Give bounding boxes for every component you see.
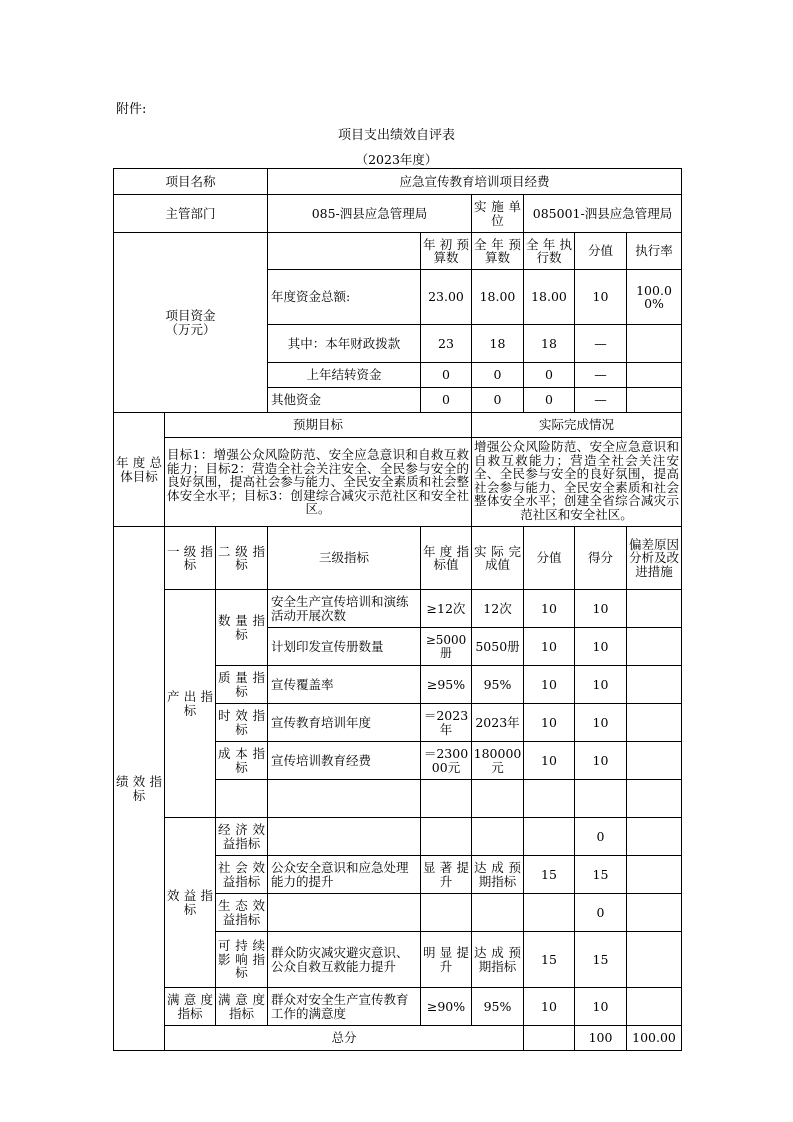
funds-header: 分值: [575, 233, 627, 270]
perf-level3: 群众对安全生产宣传教育工作的满意度: [268, 988, 421, 1026]
goals-actual-header: 实际完成情况: [472, 413, 682, 438]
perf-header-actual: 实际完成值: [472, 527, 524, 590]
perf-score-value: 10: [524, 704, 575, 742]
perf-level2: 满意度指标: [216, 988, 268, 1026]
goals-section-label: 年度总体目标: [114, 413, 165, 527]
perf-target: [421, 818, 472, 856]
perf-level2: [216, 780, 268, 818]
perf-actual: 95%: [472, 666, 524, 704]
funds-header: 全年预算数: [472, 233, 524, 270]
funds-annual: 0: [472, 363, 524, 388]
funds-annual: 18: [472, 325, 524, 363]
project-name-value: 应急宣传教育培训项目经费: [268, 169, 682, 195]
funds-row-label: 其中：本年财政拨款: [268, 325, 421, 363]
funds-header: 年初预算数: [421, 233, 472, 270]
dept-value: 085-泗县应急管理局: [268, 195, 472, 233]
perf-level3: 宣传培训教育经费: [268, 742, 421, 780]
total-blank: [524, 1026, 575, 1051]
perf-header-score: 得分: [575, 527, 627, 590]
perf-level3: 安全生产宣传培训和演练活动开展次数: [268, 590, 421, 628]
dept-label: 主管部门: [114, 195, 268, 233]
funds-score-value: —: [575, 325, 627, 363]
perf-score-value: 10: [524, 988, 575, 1026]
funds-rate: [627, 388, 682, 413]
funds-row-label: 上年结转资金: [268, 363, 421, 388]
perf-level3: [268, 818, 421, 856]
perf-score: 15: [575, 932, 627, 988]
perf-level2: 可持续影响指标: [216, 932, 268, 988]
perf-level3: 宣传教育培训年度: [268, 704, 421, 742]
perf-target: ≥90%: [421, 988, 472, 1026]
funds-header-blank: [268, 233, 421, 270]
funds-score-value: —: [575, 388, 627, 413]
funds-executed: 0: [524, 388, 575, 413]
perf-score: 10: [575, 742, 627, 780]
perf-score-value: 10: [524, 666, 575, 704]
perf-score: 0: [575, 818, 627, 856]
goals-expected-text: 目标1：增强公众风险防范、安全应急意识和自救互救能力；目标2：营造全社会关注安全、全民参与安全的良好氛围，提高社会参与能力、全民安全素质和社会整体安全水平；目标3：创建综合减灾示范社区和安全社区。: [165, 438, 472, 527]
perf-header-level2: 二级指标: [216, 527, 268, 590]
perf-target: ＝230000元: [421, 742, 472, 780]
perf-level1: 满意度指标: [165, 988, 216, 1026]
funds-rate: 100.00%: [627, 270, 682, 325]
perf-level3: [268, 780, 421, 818]
perf-score: 15: [575, 856, 627, 894]
perf-level3: 公众安全意识和应急处理能力的提升: [268, 856, 421, 894]
form-year: （2023年度）: [355, 152, 438, 167]
perf-level3: 宣传覆盖率: [268, 666, 421, 704]
perf-deviation: [627, 856, 682, 894]
perf-score: [575, 780, 627, 818]
perf-level2: 数量指标: [216, 590, 268, 666]
perf-header-level1: 一级指标: [165, 527, 216, 590]
perf-level2: 生态效益指标: [216, 894, 268, 932]
perf-header-score-value: 分值: [524, 527, 575, 590]
perf-score-value: 10: [524, 628, 575, 666]
perf-level2: 质量指标: [216, 666, 268, 704]
perf-header-target: 年度指标值: [421, 527, 472, 590]
perf-header-deviation: 偏差原因分析及改进措施: [627, 527, 682, 590]
form-title: 项目支出绩效自评表: [337, 128, 455, 143]
funds-score-value: 10: [575, 270, 627, 325]
perf-level1: 效益指标: [165, 818, 216, 988]
perf-level2: 成本指标: [216, 742, 268, 780]
perf-score: 10: [575, 704, 627, 742]
impl-unit-value: 085001-泗县应急管理局: [524, 195, 682, 233]
funds-annual: 0: [472, 388, 524, 413]
funds-executed: 0: [524, 363, 575, 388]
funds-row-label: 年度资金总额:: [268, 270, 421, 325]
performance-section-label: 绩效指标: [114, 527, 165, 1051]
perf-score: 10: [575, 628, 627, 666]
funds-header: 全年执行数: [524, 233, 575, 270]
perf-level2: 社会效益指标: [216, 856, 268, 894]
funds-executed: 18: [524, 325, 575, 363]
perf-score-value: [524, 818, 575, 856]
perf-target: [421, 894, 472, 932]
perf-level1: 产出指标: [165, 590, 216, 818]
perf-actual: 180000元: [472, 742, 524, 780]
attachment-label: 附件:: [116, 102, 147, 117]
project-name-label: 项目名称: [114, 169, 268, 195]
perf-level2: 时效指标: [216, 704, 268, 742]
funds-score-value: —: [575, 363, 627, 388]
total-label: 总分: [165, 1026, 524, 1051]
perf-actual: 达成预期指标: [472, 932, 524, 988]
perf-deviation: [627, 780, 682, 818]
perf-deviation: [627, 894, 682, 932]
perf-actual: 12次: [472, 590, 524, 628]
perf-deviation: [627, 742, 682, 780]
total-score: 100.00: [627, 1026, 682, 1051]
perf-level3: 群众防灾减灾避灾意识、公众自救互救能力提升: [268, 932, 421, 988]
perf-score: 10: [575, 666, 627, 704]
perf-score-value: 15: [524, 856, 575, 894]
perf-deviation: [627, 590, 682, 628]
perf-score-value: 15: [524, 932, 575, 988]
perf-actual: [472, 780, 524, 818]
perf-actual: 95%: [472, 988, 524, 1026]
perf-actual: 5050册: [472, 628, 524, 666]
perf-target: ≥5000册: [421, 628, 472, 666]
perf-actual: 达成预期指标: [472, 856, 524, 894]
goals-expected-header: 预期目标: [165, 413, 472, 438]
funds-initial: 23.00: [421, 270, 472, 325]
perf-target: ＝2023年: [421, 704, 472, 742]
goals-actual-text: 增强公众风险防范、安全应急意识和自救互救能力；营造全社会关注安全、全民参与安全的良好氛围，提高社会参与能力、全民安全素质和社会整体安全水平；创建全省综合减灾示范社区和安全社区。: [472, 438, 682, 527]
perf-score-value: 10: [524, 590, 575, 628]
funds-executed: 18.00: [524, 270, 575, 325]
perf-score: 0: [575, 894, 627, 932]
perf-target: ≥12次: [421, 590, 472, 628]
perf-score: 10: [575, 988, 627, 1026]
perf-level2: 经济效益指标: [216, 818, 268, 856]
perf-header-level3: 三级指标: [268, 527, 421, 590]
funds-initial: 0: [421, 363, 472, 388]
funds-initial: 0: [421, 388, 472, 413]
perf-target: ≥95%: [421, 666, 472, 704]
perf-target: [421, 780, 472, 818]
funds-annual: 18.00: [472, 270, 524, 325]
perf-target: 明显提升: [421, 932, 472, 988]
perf-deviation: [627, 666, 682, 704]
perf-score-value: 10: [524, 742, 575, 780]
funds-rate: [627, 325, 682, 363]
perf-score-value: [524, 894, 575, 932]
perf-actual: [472, 818, 524, 856]
performance-evaluation-table: [113, 168, 682, 1051]
perf-deviation: [627, 704, 682, 742]
funds-row-label: 其他资金: [268, 388, 421, 413]
total-score-value: 100: [575, 1026, 627, 1051]
perf-target: 显著提升: [421, 856, 472, 894]
funds-initial: 23: [421, 325, 472, 363]
perf-score-value: [524, 780, 575, 818]
perf-deviation: [627, 818, 682, 856]
perf-actual: [472, 894, 524, 932]
perf-deviation: [627, 932, 682, 988]
perf-score: 10: [575, 590, 627, 628]
impl-unit-label: 实施单位: [472, 195, 524, 233]
perf-level3: [268, 894, 421, 932]
perf-deviation: [627, 988, 682, 1026]
perf-level3: 计划印发宣传册数量: [268, 628, 421, 666]
perf-actual: 2023年: [472, 704, 524, 742]
funds-section-label: 项目资金 （万元）: [114, 233, 268, 413]
funds-header: 执行率: [627, 233, 682, 270]
perf-deviation: [627, 628, 682, 666]
funds-rate: [627, 363, 682, 388]
